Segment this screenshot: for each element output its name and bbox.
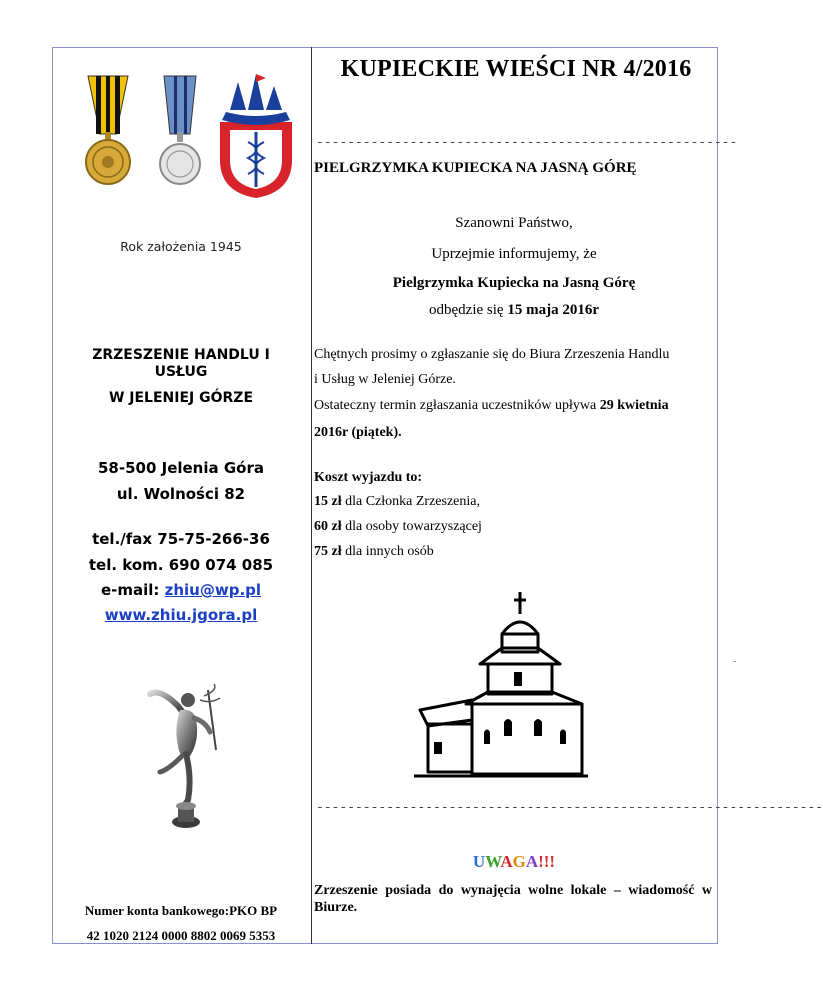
cost-member-amount: 15 zł <box>314 494 342 509</box>
cost-companion-text: dla osoby towarzyszącej <box>345 519 482 534</box>
uwaga-letter: U <box>472 852 486 871</box>
mercury-statue-image <box>130 660 240 840</box>
website-line <box>56 606 306 624</box>
founded-text: Rok założenia 1945 <box>120 239 242 254</box>
rental-notice: Zrzeszenie posiada do wynajęcia wolne lokale – wiadomość w Biurze. <box>314 883 712 915</box>
deadline-line2: 2016r (piątek). <box>314 425 402 440</box>
silver-medal-icon <box>160 76 200 184</box>
cost-line-companion <box>314 519 714 535</box>
newsletter-title: KUPIECKIE WIEŚCI NR 4/2016 <box>340 56 692 82</box>
email-label: e-mail: <box>100 581 160 599</box>
uwaga-letter: A <box>500 852 513 871</box>
cost-line-member <box>314 494 714 510</box>
cost-other-amount: 75 zł <box>314 544 342 559</box>
bank-label: Numer konta bankowego:PKO BP <box>84 903 278 918</box>
top-dashed-separator: ------------------------------------------------------ <box>316 135 738 150</box>
deadline-prefix: Ostateczny termin zgłaszania uczestników upływa <box>314 398 597 413</box>
event-date-line <box>314 302 714 319</box>
church-illustration <box>410 592 600 782</box>
cost-other-text: dla innych osób <box>345 544 434 559</box>
org-name-line2: USŁUG <box>154 364 208 380</box>
cost-companion-amount: 60 zł <box>314 519 342 534</box>
street-address: ul. Wolności 82 <box>116 485 246 503</box>
email-line <box>56 581 306 599</box>
uwaga-heading <box>314 852 714 872</box>
email-link[interactable]: zhiu@wp.pl <box>164 581 262 599</box>
uwaga-letter: G <box>512 852 526 871</box>
event-name: Pielgrzymka Kupiecka na Jasną Górę <box>392 275 636 291</box>
cost-line-other <box>314 544 714 560</box>
column-divider <box>311 47 312 944</box>
ship-caduceus-logo <box>220 74 292 198</box>
deadline-line1 <box>314 398 716 414</box>
website-link[interactable]: www.zhiu.jgora.pl <box>104 606 258 624</box>
postal-address: 58-500 Jelenia Góra <box>97 459 264 477</box>
intro-text: Uprzejmie informujemy, że <box>431 246 597 262</box>
cost-heading: Koszt wyjazdu to: <box>314 470 423 485</box>
uwaga-exclamation: !!! <box>538 852 556 871</box>
org-name-line3: W JELENIEJ GÓRZE <box>108 390 254 406</box>
deadline-date: 29 kwietnia <box>599 398 669 413</box>
cost-member-text: dla Członka Zrzeszenia, <box>345 494 480 509</box>
signup-line2: i Usług w Jeleniej Górze. <box>314 372 456 387</box>
greeting: Szanowni Państwo, <box>455 215 573 231</box>
telfax-number: tel./fax 75-75-266-36 <box>92 530 270 548</box>
header-emblems <box>80 72 298 200</box>
bank-account: 42 1020 2124 0000 8802 0069 5353 <box>86 928 276 943</box>
gold-medal-icon <box>86 76 130 184</box>
article-heading: PIELGRZYMKA KUPIECKA NA JASNĄ GÓRĘ <box>314 160 637 176</box>
event-date: 15 maja 2016r <box>507 302 599 318</box>
mobile-number: tel. kom. 690 074 085 <box>88 556 274 574</box>
org-name-line1: ZRZESZENIE HANDLU I <box>92 347 270 363</box>
date-prefix: odbędzie się <box>429 302 504 318</box>
stray-mark: - <box>733 656 737 667</box>
uwaga-letter: A <box>525 852 539 871</box>
signup-line1: Chętnych prosimy o zgłaszanie się do Biura Zrzeszenia Handlu <box>314 347 670 362</box>
uwaga-letter: W <box>485 852 501 871</box>
bottom-dashed-separator: ----------------------------------------------------------------- <box>316 800 823 815</box>
